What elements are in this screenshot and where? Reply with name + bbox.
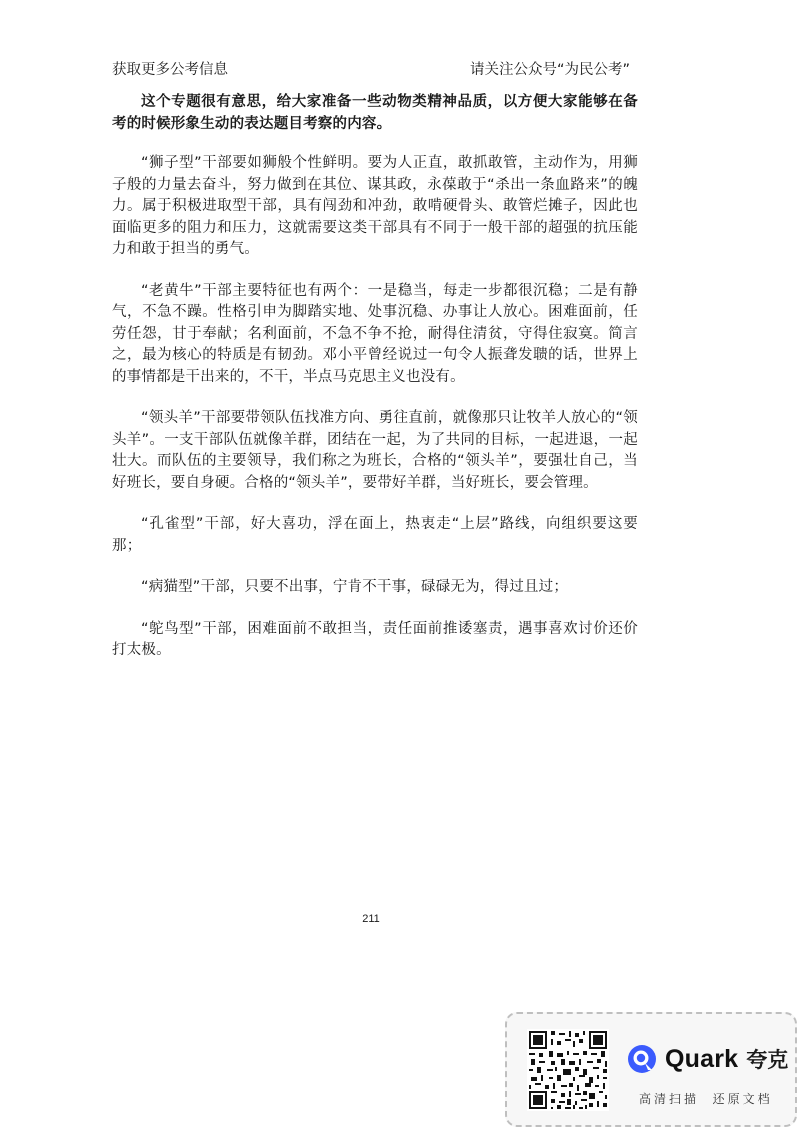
qr-code-icon[interactable] (527, 1029, 609, 1111)
peacock-paragraph: “孔雀型”干部，好大喜功，浮在面上，热衷走“上层”路线，向组织要这要那； (112, 516, 638, 554)
brand-name: Quark (665, 1044, 739, 1073)
lion-paragraph: “狮子型”干部要如狮般个性鲜明。要为人正直，敢抓敢管，主动作为，用狮子般的力量去奋斗，努力做到在其位、谋其政，永葆敢于“杀出一条血路来”的魄力。属于积极进取型干部，具有闯劲和冲劲，敢啃硬骨头、敢管烂摊子，因此也面临更多的阻力和压力，这就需要这类干部具有不同于一般干部的超强的抗压能力和敢于担当的勇气。 (112, 155, 638, 257)
document-body (112, 92, 638, 682)
brand-tagline: 高清扫描 还原文档 (639, 1092, 773, 1106)
header-left: 获取更多公考信息 (112, 62, 228, 78)
lead-sheep-paragraph: “领头羊”干部要带领队伍找准方向、勇往直前，就像那只让牧羊人放心的“领头羊”。一支干部队伍就像羊群，团结在一起，为了共同的目标，一起进退，一起壮大。而队伍的主要领导，我们称之为班长，合格的“领头羊”，要强壮自己，当好班长，要自身硬。合格的“领头羊”，要带好羊群，当好班长，要会管理。 (112, 410, 638, 491)
brand-row (627, 1044, 788, 1074)
intro-paragraph: 这个专题很有意思，给大家准备一些动物类精神品质，以方便大家能够在备考的时候形象生动的表达题目考察的内容。 (112, 94, 638, 132)
sick-cat-paragraph: “病猫型”干部，只要不出事，宁肯不干事，碌碌无为，得过且过； (141, 579, 569, 595)
quark-scan-badge[interactable] (505, 1012, 797, 1127)
quark-logo-icon (627, 1044, 657, 1074)
ostrich-paragraph: “鸵鸟型”干部，困难面前不敢担当，责任面前推诿塞责，遇事喜欢讨价还价打太极。 (112, 620, 638, 658)
header-right: 请关注公众号“为民公考” (469, 62, 630, 78)
page-number: 211 (362, 913, 380, 925)
brand-name-cn: 夸克 (746, 1048, 789, 1072)
ox-paragraph: “老黄牛”干部主要特征也有两个：一是稳当，每走一步都很沉稳；二是有静气，不急不躁。性格引申为脚踏实地、处事沉稳、办事让人放心。困难面前，任劳任怨，甘于奉献；名利面前，不急不争不抢，耐得住清贫，守得住寂寞。简言之，最为核心的特质是有韧劲。邓小平曾经说过一句令人振聋发聩的话，世界上的事情都是干出来的，不干，半点马克思主义也没有。 (112, 282, 638, 385)
